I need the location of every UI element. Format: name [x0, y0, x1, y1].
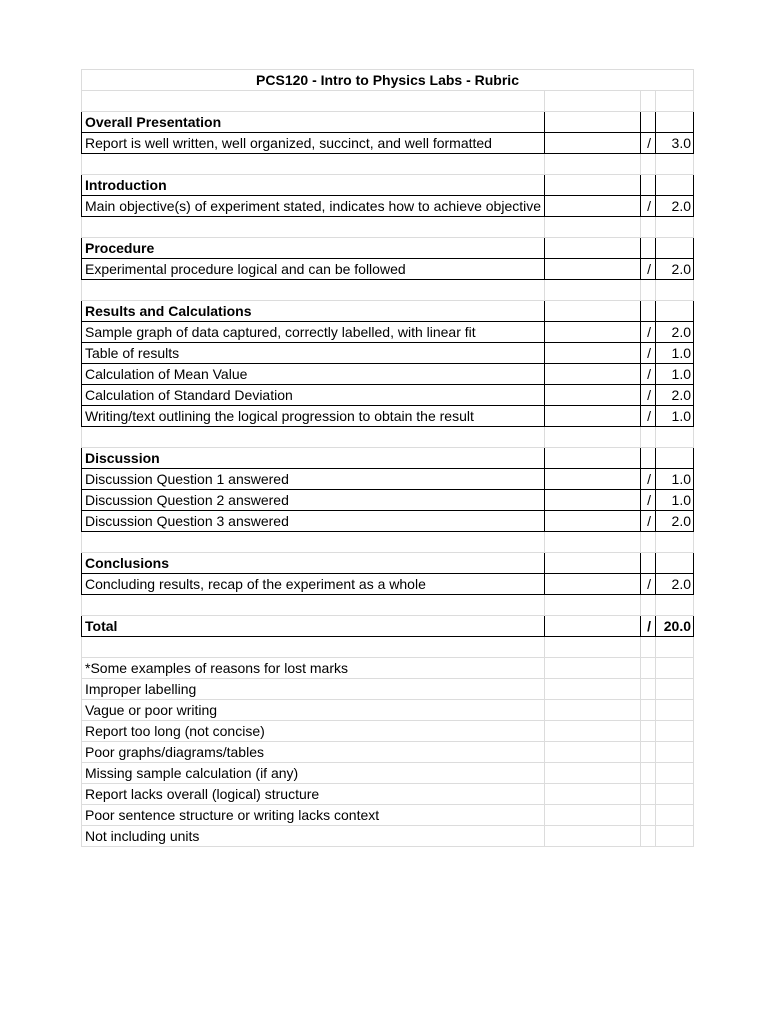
- rubric-item-label: Writing/text outlining the logical progression to obtain the result: [82, 406, 545, 427]
- score-cell: [545, 238, 641, 259]
- rubric-item-label: Discussion Question 2 answered: [82, 490, 545, 511]
- blank-cell: [545, 427, 641, 448]
- note-text: Report too long (not concise): [82, 721, 545, 742]
- total-points: 20.0: [656, 616, 694, 637]
- blank-cell: [641, 658, 656, 679]
- blank-cell: [656, 700, 694, 721]
- page-title: PCS120 - Intro to Physics Labs - Rubric: [82, 70, 694, 91]
- blank-cell: [656, 217, 694, 238]
- blank-cell: [656, 91, 694, 112]
- rubric-item-label: Concluding results, recap of the experiment as a whole: [82, 574, 545, 595]
- points-cell: [656, 175, 694, 196]
- note-text: Vague or poor writing: [82, 700, 545, 721]
- blank-cell: [545, 658, 641, 679]
- slash-cell: /: [641, 133, 656, 154]
- blank-cell: [545, 700, 641, 721]
- blank-cell: [82, 637, 545, 658]
- blank-cell: [656, 280, 694, 301]
- score-cell: [545, 490, 641, 511]
- section-heading: Results and Calculations: [82, 301, 545, 322]
- rubric-body: [82, 70, 694, 847]
- rubric-item-label: Main objective(s) of experiment stated, indicates how to achieve objective: [82, 196, 545, 217]
- blank-cell: [641, 742, 656, 763]
- slash-cell: /: [641, 511, 656, 532]
- score-cell: [545, 112, 641, 133]
- rubric-item-row: [82, 490, 694, 511]
- blank-cell: [545, 805, 641, 826]
- blank-cell: [641, 595, 656, 616]
- rubric-item-row: [82, 406, 694, 427]
- score-cell: [545, 553, 641, 574]
- note-row: [82, 763, 694, 784]
- points-cell: [656, 301, 694, 322]
- blank-cell: [641, 280, 656, 301]
- section-header-row: [82, 301, 694, 322]
- slash-cell: /: [641, 259, 656, 280]
- blank-cell: [82, 280, 545, 301]
- points-cell: [656, 238, 694, 259]
- points-value: 1.0: [656, 469, 694, 490]
- score-cell: [545, 469, 641, 490]
- slash-cell: [641, 112, 656, 133]
- note-row: [82, 679, 694, 700]
- note-text: Poor sentence structure or writing lacks context: [82, 805, 545, 826]
- section-heading: Discussion: [82, 448, 545, 469]
- blank-cell: [545, 742, 641, 763]
- rubric-item-row: [82, 364, 694, 385]
- slash-cell: [641, 238, 656, 259]
- blank-cell: [656, 427, 694, 448]
- rubric-item-row: [82, 196, 694, 217]
- slash-cell: [641, 175, 656, 196]
- rubric-item-row: [82, 511, 694, 532]
- blank-cell: [545, 280, 641, 301]
- blank-cell: [545, 784, 641, 805]
- blank-row: [82, 154, 694, 175]
- blank-cell: [82, 91, 545, 112]
- section-header-row: [82, 553, 694, 574]
- blank-cell: [545, 826, 641, 847]
- blank-cell: [641, 91, 656, 112]
- slash-cell: /: [641, 343, 656, 364]
- section-heading: Introduction: [82, 175, 545, 196]
- blank-cell: [641, 721, 656, 742]
- note-text: Poor graphs/diagrams/tables: [82, 742, 545, 763]
- blank-cell: [656, 595, 694, 616]
- points-value: 2.0: [656, 196, 694, 217]
- blank-cell: [545, 532, 641, 553]
- slash-cell: /: [641, 385, 656, 406]
- slash-cell: /: [641, 490, 656, 511]
- slash-cell: [641, 553, 656, 574]
- points-value: 2.0: [656, 511, 694, 532]
- score-cell: [545, 364, 641, 385]
- score-cell: [545, 616, 641, 637]
- points-value: 2.0: [656, 574, 694, 595]
- blank-cell: [656, 154, 694, 175]
- note-text: Not including units: [82, 826, 545, 847]
- rubric-item-row: [82, 343, 694, 364]
- points-value: 3.0: [656, 133, 694, 154]
- points-value: 1.0: [656, 490, 694, 511]
- blank-row: [82, 280, 694, 301]
- points-value: 2.0: [656, 259, 694, 280]
- rubric-item-label: Discussion Question 3 answered: [82, 511, 545, 532]
- blank-cell: [656, 805, 694, 826]
- slash-cell: /: [641, 322, 656, 343]
- score-cell: [545, 511, 641, 532]
- blank-cell: [656, 784, 694, 805]
- score-cell: [545, 196, 641, 217]
- slash-cell: /: [641, 364, 656, 385]
- blank-cell: [641, 679, 656, 700]
- note-text: Report lacks overall (logical) structure: [82, 784, 545, 805]
- note-row: [82, 700, 694, 721]
- blank-cell: [82, 427, 545, 448]
- rubric-item-label: Calculation of Mean Value: [82, 364, 545, 385]
- blank-cell: [545, 91, 641, 112]
- blank-cell: [545, 637, 641, 658]
- blank-cell: [545, 217, 641, 238]
- points-cell: [656, 112, 694, 133]
- blank-cell: [656, 763, 694, 784]
- rubric-item-row: [82, 574, 694, 595]
- blank-cell: [641, 805, 656, 826]
- rubric-item-label: Experimental procedure logical and can be followed: [82, 259, 545, 280]
- title-row: [82, 70, 694, 91]
- blank-cell: [641, 427, 656, 448]
- blank-cell: [641, 763, 656, 784]
- points-value: 1.0: [656, 364, 694, 385]
- section-heading: Overall Presentation: [82, 112, 545, 133]
- blank-cell: [82, 595, 545, 616]
- score-cell: [545, 385, 641, 406]
- note-row: [82, 742, 694, 763]
- slash-cell: /: [641, 574, 656, 595]
- rubric-item-label: Sample graph of data captured, correctly labelled, with linear fit: [82, 322, 545, 343]
- blank-cell: [641, 217, 656, 238]
- blank-cell: [545, 154, 641, 175]
- section-header-row: [82, 448, 694, 469]
- points-value: 2.0: [656, 322, 694, 343]
- section-header-row: [82, 238, 694, 259]
- score-cell: [545, 343, 641, 364]
- blank-cell: [656, 826, 694, 847]
- blank-cell: [545, 595, 641, 616]
- score-cell: [545, 133, 641, 154]
- blank-row: [82, 91, 694, 112]
- rubric-item-label: Report is well written, well organized, succinct, and well formatted: [82, 133, 545, 154]
- blank-row: [82, 637, 694, 658]
- blank-cell: [82, 217, 545, 238]
- blank-cell: [656, 721, 694, 742]
- note-row: [82, 658, 694, 679]
- rubric-item-label: Discussion Question 1 answered: [82, 469, 545, 490]
- rubric-item-row: [82, 469, 694, 490]
- section-header-row: [82, 175, 694, 196]
- score-cell: [545, 574, 641, 595]
- points-value: 1.0: [656, 406, 694, 427]
- note-row: [82, 805, 694, 826]
- slash-cell: /: [641, 196, 656, 217]
- rubric-sheet: [81, 69, 694, 847]
- blank-cell: [656, 658, 694, 679]
- points-cell: [656, 448, 694, 469]
- rubric-item-label: Table of results: [82, 343, 545, 364]
- blank-cell: [656, 679, 694, 700]
- score-cell: [545, 448, 641, 469]
- section-heading: Procedure: [82, 238, 545, 259]
- score-cell: [545, 301, 641, 322]
- blank-cell: [641, 637, 656, 658]
- note-text: Improper labelling: [82, 679, 545, 700]
- blank-row: [82, 427, 694, 448]
- blank-cell: [82, 154, 545, 175]
- blank-cell: [545, 763, 641, 784]
- slash-cell: [641, 448, 656, 469]
- blank-cell: [641, 532, 656, 553]
- points-cell: [656, 553, 694, 574]
- rubric-item-row: [82, 322, 694, 343]
- points-value: 1.0: [656, 343, 694, 364]
- score-cell: [545, 259, 641, 280]
- score-cell: [545, 406, 641, 427]
- blank-cell: [545, 721, 641, 742]
- total-label: Total: [82, 616, 545, 637]
- section-header-row: [82, 112, 694, 133]
- slash-cell: /: [641, 616, 656, 637]
- slash-cell: /: [641, 406, 656, 427]
- rubric-item-row: [82, 259, 694, 280]
- rubric-item-row: [82, 133, 694, 154]
- slash-cell: /: [641, 469, 656, 490]
- note-row: [82, 826, 694, 847]
- blank-cell: [656, 637, 694, 658]
- section-heading: Conclusions: [82, 553, 545, 574]
- blank-cell: [641, 700, 656, 721]
- note-row: [82, 721, 694, 742]
- blank-row: [82, 532, 694, 553]
- slash-cell: [641, 301, 656, 322]
- note-row: [82, 784, 694, 805]
- note-text: Missing sample calculation (if any): [82, 763, 545, 784]
- blank-row: [82, 595, 694, 616]
- blank-cell: [82, 532, 545, 553]
- score-cell: [545, 175, 641, 196]
- score-cell: [545, 322, 641, 343]
- blank-cell: [641, 154, 656, 175]
- blank-cell: [656, 742, 694, 763]
- rubric-item-label: Calculation of Standard Deviation: [82, 385, 545, 406]
- rubric-item-row: [82, 385, 694, 406]
- blank-cell: [545, 679, 641, 700]
- total-row: [82, 616, 694, 637]
- note-text: *Some examples of reasons for lost marks: [82, 658, 545, 679]
- blank-cell: [641, 784, 656, 805]
- blank-row: [82, 217, 694, 238]
- points-value: 2.0: [656, 385, 694, 406]
- blank-cell: [641, 826, 656, 847]
- blank-cell: [656, 532, 694, 553]
